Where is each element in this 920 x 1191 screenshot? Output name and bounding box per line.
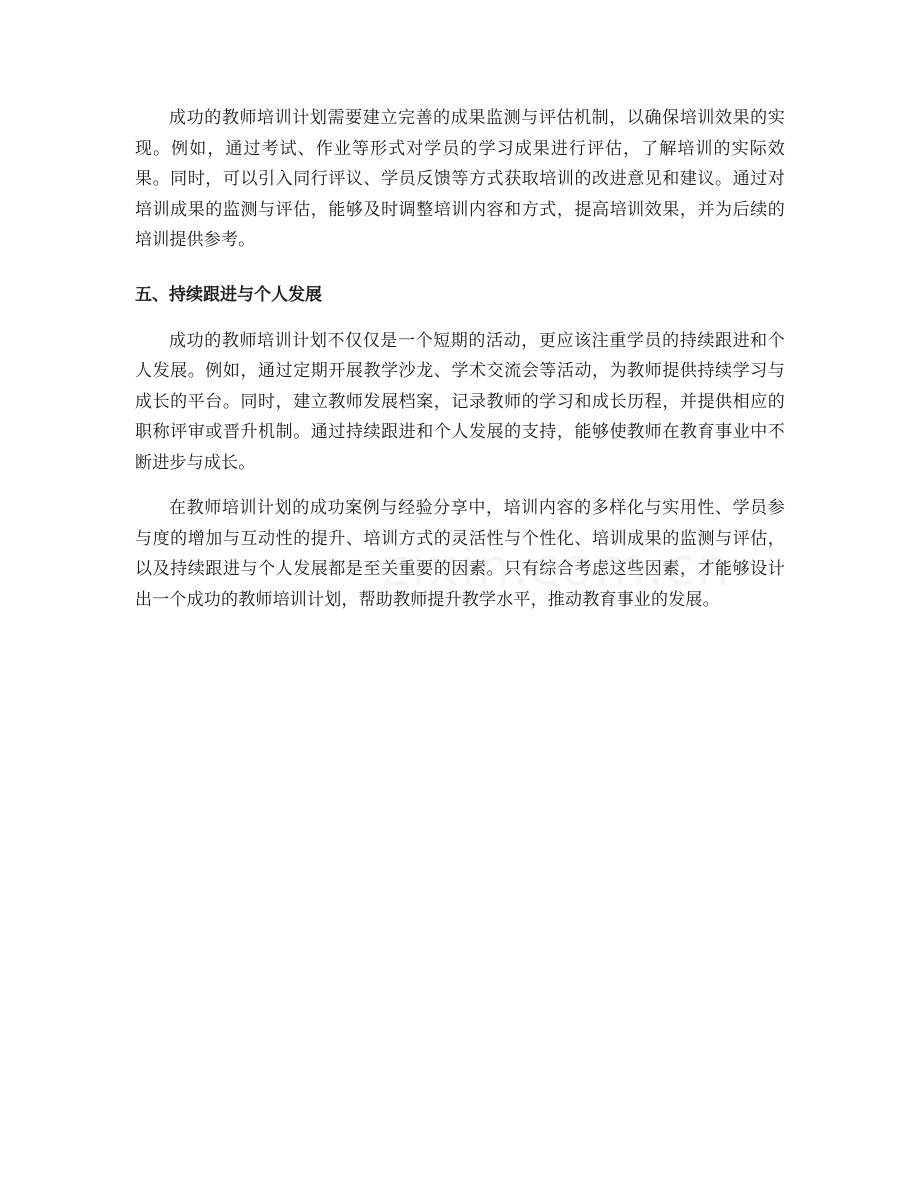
paragraph-conclusion: 在教师培训计划的成功案例与经验分享中，培训内容的多样化与实用性、学员参与度的增加与互动性的提升、培训方式的灵活性与个性化、培训成果的监测与评估，以及持续跟进与个人发展都是至关重要的因素。只有综合考虑这些因素，才能够设计出一个成功的教师培训计划，帮助教师提升教学水平，推动教育事业的发展。 [135, 498, 785, 610]
spacer [135, 310, 785, 326]
spacer [135, 256, 785, 280]
spacer [135, 478, 785, 493]
watermark [382, 538, 732, 598]
paragraph-follow-up: 成功的教师培训计划不仅仅是一个短期的活动，更应该注重学员的持续跟进和个人发展。例如，通过定期开展教学沙龙、学术交流会等活动，为教师提供持续学习与成长的平台。同时，建立教师发展档案，记录教师的学习和成长历程，并提供相应的职称评审或晋升机制。通过持续跟进和个人发展的支持，能够使教师在教育事业中不断进步与成长。 [135, 330, 785, 473]
paragraph-evaluation: 成功的教师培训计划需要建立完善的成果监测与评估机制，以确保培训效果的实现。例如，通过考试、作业等形式对学员的学习成果进行评估，了解培训的实际效果。同时，可以引入同行评议、学员反馈等方式获取培训的改进意见和建议。通过对培训成果的监测与评估，能够及时调整培训内容和方式，提高培训效果，并为后续的培训提供参考。 [135, 108, 785, 250]
section-heading: 五、持续跟进与个人发展 [135, 284, 322, 305]
